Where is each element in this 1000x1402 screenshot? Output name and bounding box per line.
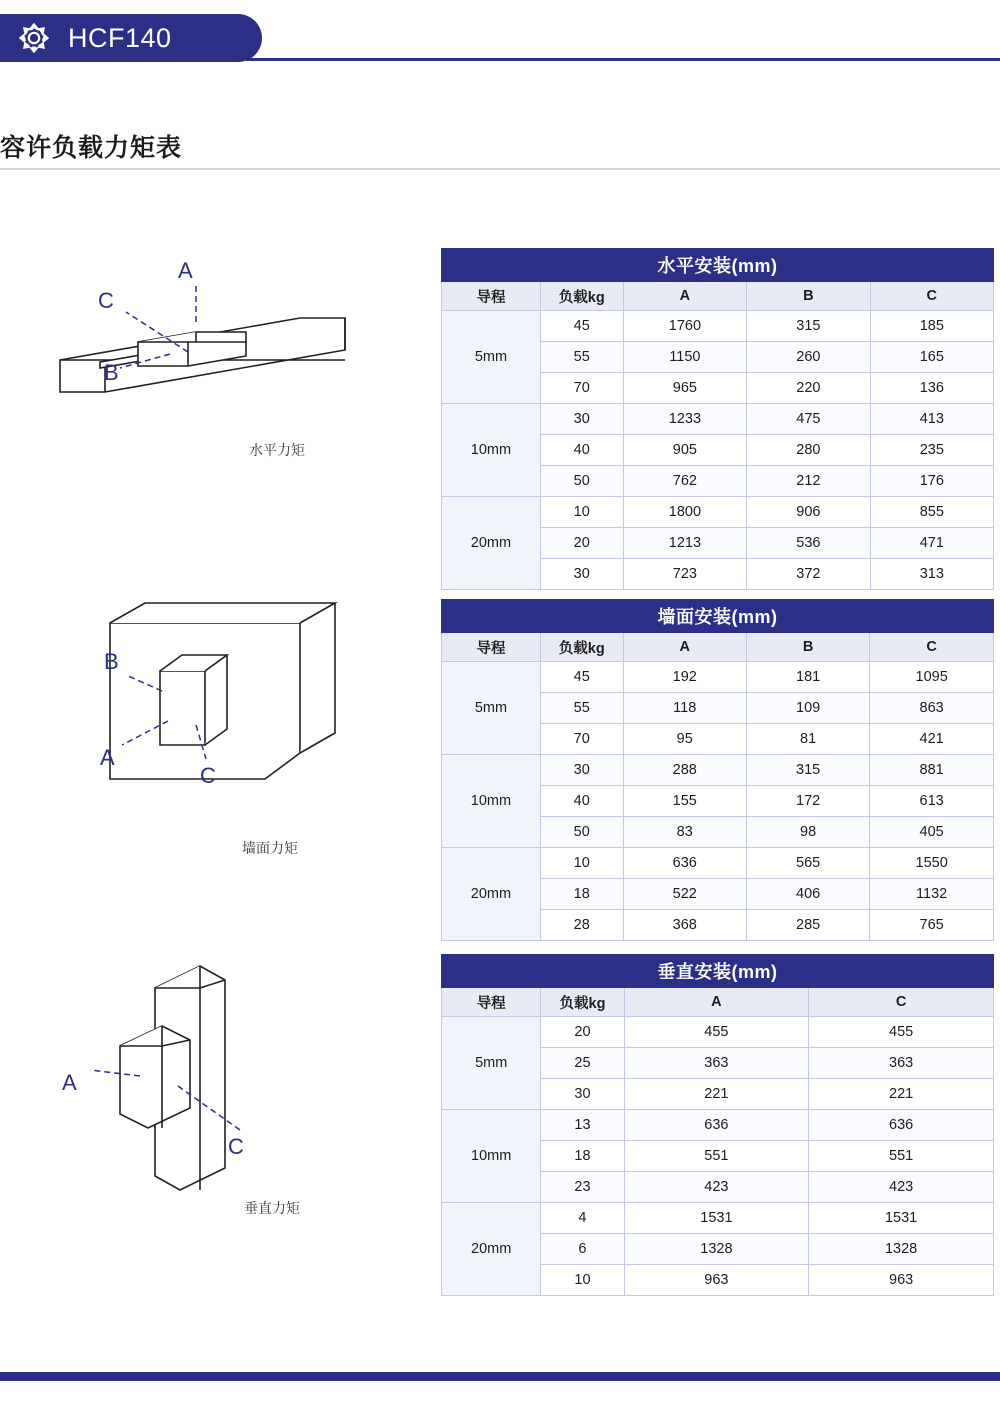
- cell-a: 1531: [624, 1203, 809, 1234]
- cell-b: 285: [746, 910, 869, 941]
- col-b: B: [746, 633, 869, 662]
- table-row: [442, 662, 994, 693]
- cell-b: 315: [746, 755, 869, 786]
- cell-a: 762: [623, 466, 747, 497]
- cell-b: 181: [746, 662, 869, 693]
- cell-load: 30: [540, 559, 623, 590]
- cell-a: 288: [623, 755, 746, 786]
- cell-load: 13: [541, 1110, 624, 1141]
- cell-c: 636: [809, 1110, 994, 1141]
- cell-load: 10: [541, 1265, 624, 1296]
- block-wall: [0, 583, 1000, 933]
- cell-b: 81: [746, 724, 869, 755]
- col-lead: 导程: [442, 988, 541, 1017]
- cell-b: 315: [747, 311, 870, 342]
- cell-c: 551: [809, 1141, 994, 1172]
- lead-cell: 20mm: [442, 1203, 541, 1296]
- cell-load: 18: [540, 879, 623, 910]
- col-c: C: [870, 282, 993, 311]
- cell-a: 1328: [624, 1234, 809, 1265]
- table-row: [442, 1110, 994, 1141]
- table-title: 墙面安装(mm): [442, 600, 994, 633]
- cell-b: 109: [746, 693, 869, 724]
- cell-a: 455: [624, 1017, 809, 1048]
- cell-c: 405: [870, 817, 994, 848]
- cell-a: 368: [623, 910, 746, 941]
- label-c: C: [228, 1134, 244, 1159]
- cell-c: 471: [870, 528, 993, 559]
- cell-a: 1233: [623, 404, 747, 435]
- cell-b: 220: [747, 373, 870, 404]
- cell-a: 965: [623, 373, 747, 404]
- col-load: 负载kg: [541, 988, 624, 1017]
- label-b: B: [104, 360, 119, 385]
- gear-icon: [14, 18, 54, 58]
- col-a: A: [623, 633, 746, 662]
- table-header-row: [442, 633, 994, 662]
- table-vertical: [441, 954, 994, 1296]
- table-row: [442, 755, 994, 786]
- lead-cell: 20mm: [442, 848, 541, 941]
- cell-a: 155: [623, 786, 746, 817]
- cell-a: 221: [624, 1079, 809, 1110]
- col-load: 负载kg: [540, 633, 623, 662]
- figure-wall: [0, 593, 430, 856]
- cell-b: 172: [746, 786, 869, 817]
- cell-c: 963: [809, 1265, 994, 1296]
- col-lead: 导程: [442, 282, 541, 311]
- cell-a: 636: [623, 848, 746, 879]
- cell-c: 1328: [809, 1234, 994, 1265]
- figure-caption-wall: 墙面力矩: [242, 840, 298, 856]
- cell-load: 23: [541, 1172, 624, 1203]
- cell-load: 10: [540, 497, 623, 528]
- cell-c: 613: [870, 786, 994, 817]
- cell-a: 95: [623, 724, 746, 755]
- vertical-diagram-svg: [0, 948, 430, 1208]
- cell-b: 260: [747, 342, 870, 373]
- label-a: A: [178, 258, 193, 283]
- col-c: C: [870, 633, 994, 662]
- cell-c: 363: [809, 1048, 994, 1079]
- lead-cell: 10mm: [442, 404, 541, 497]
- label-a: A: [62, 1070, 77, 1095]
- cell-c: 413: [870, 404, 993, 435]
- cell-b: 98: [746, 817, 869, 848]
- cell-a: 423: [624, 1172, 809, 1203]
- cell-load: 50: [540, 817, 623, 848]
- lead-cell: 10mm: [442, 1110, 541, 1203]
- cell-a: 1760: [623, 311, 747, 342]
- cell-load: 18: [541, 1141, 624, 1172]
- cell-load: 20: [541, 1017, 624, 1048]
- figure-vertical: [0, 948, 430, 1216]
- cell-c: 881: [870, 755, 994, 786]
- cell-load: 25: [541, 1048, 624, 1079]
- cell-b: 906: [747, 497, 870, 528]
- cell-a: 1150: [623, 342, 747, 373]
- cell-load: 55: [540, 693, 623, 724]
- table-row: [442, 311, 994, 342]
- table-wall: [441, 599, 994, 941]
- cell-c: 185: [870, 311, 993, 342]
- figure-caption-vertical: 垂直力矩: [244, 1200, 300, 1216]
- table-header-row: [442, 988, 994, 1017]
- cell-c: 1095: [870, 662, 994, 693]
- cell-a: 192: [623, 662, 746, 693]
- table-horizontal: [441, 248, 994, 590]
- cell-a: 636: [624, 1110, 809, 1141]
- figure-horizontal: [0, 250, 430, 458]
- cell-c: 765: [870, 910, 994, 941]
- cell-load: 10: [540, 848, 623, 879]
- cell-b: 475: [747, 404, 870, 435]
- cell-load: 30: [540, 404, 623, 435]
- block-horizontal: [0, 230, 1000, 582]
- cell-a: 118: [623, 693, 746, 724]
- table-title: 垂直安装(mm): [442, 955, 994, 988]
- col-a: A: [624, 988, 809, 1017]
- lead-cell: 5mm: [442, 1017, 541, 1110]
- cell-a: 723: [623, 559, 747, 590]
- lead-cell: 5mm: [442, 311, 541, 404]
- col-b: B: [747, 282, 870, 311]
- title-underline: [0, 168, 1000, 170]
- table-title-row: [442, 955, 994, 988]
- cell-b: 565: [746, 848, 869, 879]
- cell-load: 70: [540, 724, 623, 755]
- cell-a: 1800: [623, 497, 747, 528]
- cell-load: 40: [540, 786, 623, 817]
- lead-cell: 10mm: [442, 755, 541, 848]
- cell-load: 30: [540, 755, 623, 786]
- cell-b: 212: [747, 466, 870, 497]
- horizontal-diagram-svg: [0, 250, 430, 450]
- cell-a: 363: [624, 1048, 809, 1079]
- label-c: C: [200, 763, 216, 788]
- page-header: [0, 14, 262, 62]
- cell-a: 83: [623, 817, 746, 848]
- cell-c: 1132: [870, 879, 994, 910]
- label-b: B: [104, 649, 119, 674]
- cell-load: 50: [540, 466, 623, 497]
- model-title: HCF140: [68, 22, 172, 53]
- cell-c: 455: [809, 1017, 994, 1048]
- cell-load: 28: [540, 910, 623, 941]
- cell-c: 855: [870, 497, 993, 528]
- page-title: 容许负载力矩表: [0, 134, 183, 162]
- col-a: A: [623, 282, 747, 311]
- table-title: 水平安装(mm): [442, 249, 994, 282]
- cell-c: 313: [870, 559, 993, 590]
- cell-c: 136: [870, 373, 993, 404]
- cell-c: 221: [809, 1079, 994, 1110]
- cell-a: 905: [623, 435, 747, 466]
- table-row: [442, 497, 994, 528]
- col-lead: 导程: [442, 633, 541, 662]
- cell-b: 372: [747, 559, 870, 590]
- label-c: C: [98, 288, 114, 313]
- wall-diagram-svg: [0, 593, 430, 843]
- block-vertical: [0, 938, 1000, 1288]
- cell-a: 522: [623, 879, 746, 910]
- cell-load: 30: [541, 1079, 624, 1110]
- cell-b: 536: [747, 528, 870, 559]
- cell-c: 1550: [870, 848, 994, 879]
- cell-load: 45: [540, 311, 623, 342]
- table-row: [442, 848, 994, 879]
- table-header-row: [442, 282, 994, 311]
- header-divider: [246, 58, 1000, 61]
- table-title-row: [442, 249, 994, 282]
- cell-a: 963: [624, 1265, 809, 1296]
- cell-c: 863: [870, 693, 994, 724]
- cell-load: 4: [541, 1203, 624, 1234]
- table-title-row: [442, 600, 994, 633]
- table-row: [442, 1017, 994, 1048]
- col-load: 负载kg: [540, 282, 623, 311]
- cell-c: 421: [870, 724, 994, 755]
- label-a: A: [100, 745, 115, 770]
- cell-c: 176: [870, 466, 993, 497]
- cell-c: 1531: [809, 1203, 994, 1234]
- figure-caption-horizontal: 水平力矩: [249, 442, 305, 458]
- lead-cell: 20mm: [442, 497, 541, 590]
- footer-bar: [0, 1372, 1000, 1381]
- cell-load: 20: [540, 528, 623, 559]
- cell-a: 551: [624, 1141, 809, 1172]
- cell-load: 55: [540, 342, 623, 373]
- cell-b: 406: [746, 879, 869, 910]
- cell-load: 6: [541, 1234, 624, 1265]
- col-c: C: [809, 988, 994, 1017]
- cell-c: 423: [809, 1172, 994, 1203]
- cell-c: 165: [870, 342, 993, 373]
- cell-load: 40: [540, 435, 623, 466]
- cell-c: 235: [870, 435, 993, 466]
- cell-load: 70: [540, 373, 623, 404]
- table-row: [442, 1203, 994, 1234]
- cell-b: 280: [747, 435, 870, 466]
- table-row: [442, 404, 994, 435]
- cell-a: 1213: [623, 528, 747, 559]
- lead-cell: 5mm: [442, 662, 541, 755]
- cell-load: 45: [540, 662, 623, 693]
